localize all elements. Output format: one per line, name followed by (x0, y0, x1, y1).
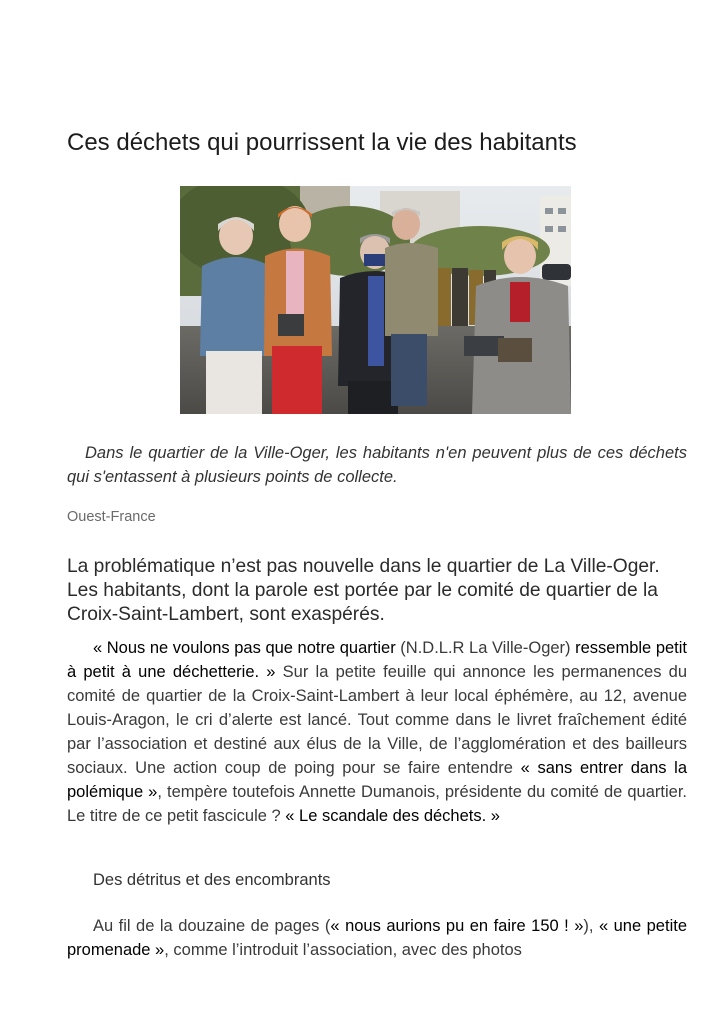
quote: « une petite promenade » (67, 917, 687, 959)
article-subhead: Des détritus et des encombrants (93, 871, 331, 889)
quote: « sans entrer dans la polémique » (67, 759, 687, 801)
body-text: , tempère toutefois Annette Dumanois, présidente du comité de quartier. Le titre de ce petit fascicule ? (67, 783, 687, 825)
article-title: Ces déchets qui pourrissent la vie des habitants (67, 129, 577, 156)
body-text: ), (583, 917, 599, 935)
body-text: Au fil de la douzaine de pages ( (93, 917, 331, 935)
article-photo (180, 186, 571, 414)
photo-caption: Dans le quartier de la Ville-Oger, les habitants n'en peuvent plus de ces déchets qui s'entassent à plusieurs points de collecte. (67, 444, 687, 486)
article-paragraph-1 (67, 636, 687, 828)
body-text: (N.D.L.R La Ville-Oger) (395, 639, 576, 657)
quote: « Nous ne voulons pas que notre quartier (93, 639, 396, 657)
article-lead: La problématique n’est pas nouvelle dans le quartier de La Ville-Oger. Les habitants, dont la parole est portée par le comité de quartier de la Croix-Saint-Lambert, sont exaspérés. (67, 556, 660, 625)
article-paragraph-2 (67, 914, 687, 962)
quote: « nous aurions pu en faire 150 ! » (330, 917, 584, 935)
photo-credit: Ouest-France (67, 509, 156, 525)
body-text: Sur la petite feuille qui annonce les permanences du comité de quartier de la Croix-Saint-Lambert à leur local éphémère, au 12, avenue Louis-Aragon, le cri d’alerte est lancé. Tout comme dans le livret fraîchement édité par l’association et destiné aux élus de la Ville, de l’agglomération et des bailleurs sociaux. Une action coup de poing pour se faire entendre (67, 663, 688, 777)
quote: ressemble petit à petit à une déchetterie. » (67, 639, 688, 681)
body-text: , comme l’introduit l’association, avec des photos (164, 941, 522, 959)
quote: « Le scandale des déchets. » (285, 807, 500, 825)
